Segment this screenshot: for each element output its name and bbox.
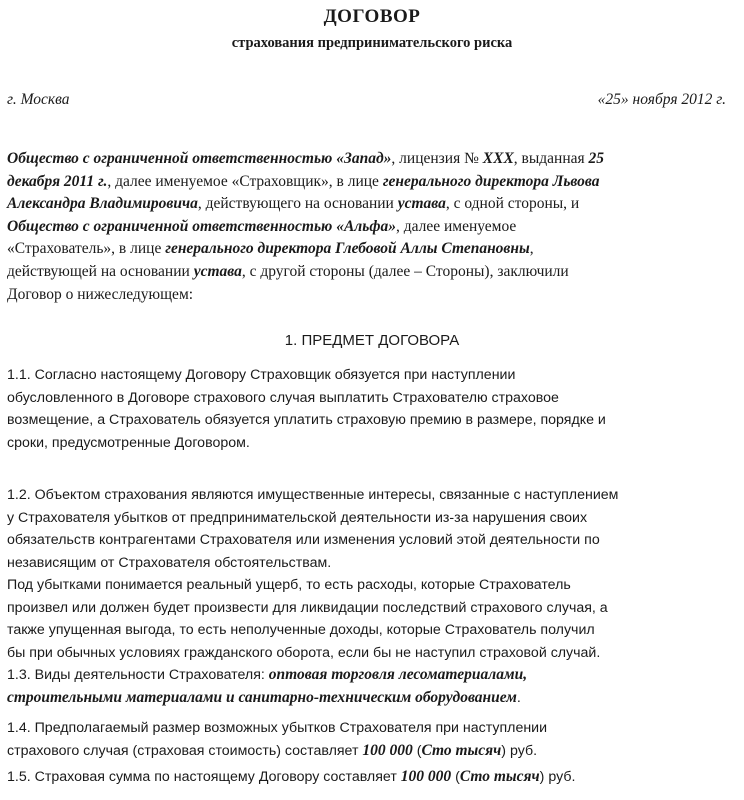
- text-run: (: [451, 769, 460, 785]
- text-run: 1.1. Согласно настоящему Договору Страховщик обязуется при наступлении: [7, 367, 516, 383]
- text-run: ) руб.: [501, 742, 538, 759]
- text-run: , далее именуемое «Страховщик», в лице: [107, 172, 383, 190]
- text-run: у Страхователя убытков от предпринимательской деятельности из-за нарушения своих: [7, 509, 588, 526]
- text-run: , лицензия №: [391, 150, 483, 167]
- text-run: бы при обычных условиях гражданского оборота, если бы не наступил страховой случай.: [7, 644, 601, 661]
- emphasized-text: Общество с ограниченной ответственностью «Альфа»: [7, 217, 396, 235]
- text-line: [7, 742, 537, 760]
- text-line: [7, 599, 608, 617]
- text-line: [7, 366, 515, 384]
- text-run: .: [516, 689, 521, 706]
- text-run: обусловленного в Договоре страхового случая выплатить Страхователю страховое: [7, 389, 559, 406]
- text-run: , выданная: [513, 150, 589, 167]
- text-run: действующей на основании: [7, 263, 194, 280]
- text-run: также упущенная выгода, то есть неполученные доходы, которые Страхователь получил: [7, 622, 595, 639]
- emphasized-text: 100 000: [362, 741, 413, 759]
- emphasized-text: устава: [193, 263, 242, 280]
- text-run: независящим от Страхователя обстоятельствам.: [7, 554, 332, 571]
- text-run: , далее именуемое: [395, 217, 517, 235]
- text-run: страхового случая (страховая стоимость) составляет: [7, 742, 363, 759]
- text-line: [7, 240, 534, 258]
- text-run: , действующего на основании: [197, 195, 398, 213]
- text-line: [7, 173, 599, 191]
- document-subtitle: страхования предпринимательского риска: [231, 35, 513, 51]
- text-line: [7, 621, 595, 639]
- emphasized-text: Александра Владимировича: [7, 195, 198, 213]
- text-run: ,: [529, 240, 534, 258]
- text-line: [7, 389, 559, 407]
- text-line: [7, 218, 516, 236]
- text-line: [7, 411, 606, 429]
- emphasized-text: строительными материалами и санитарно-техническим оборудованием: [7, 688, 517, 706]
- text-run: 1.2. Объектом страхования являются имущественные интересы, связанные с наступлением: [7, 487, 619, 503]
- text-run: возмещение, а Страхователь обязуется уплатить страховую премию в размере, порядке и: [7, 412, 606, 429]
- text-run: произвел или должен будет произвести для ликвидации последствий страхового случая, а: [7, 599, 608, 616]
- text-run: , с другой стороны (далее – Стороны), заключили: [241, 263, 569, 280]
- text-line: [7, 644, 600, 662]
- text-line: [7, 689, 521, 707]
- section-heading: 1. ПРЕДМЕТ ДОГОВОРА: [284, 332, 460, 349]
- text-line: [7, 263, 569, 281]
- emphasized-text: генерального директора Львова: [382, 172, 600, 190]
- text-run: 1.3. Виды деятельности Страхователя:: [7, 667, 269, 683]
- emphasized-text: Сто тысяч: [459, 768, 540, 785]
- emphasized-text: Общество с ограниченной ответственностью «Запад»: [7, 150, 392, 167]
- text-line: [7, 719, 547, 737]
- text-line: [7, 554, 331, 572]
- document-title: ДОГОВОР: [323, 6, 421, 27]
- text-run: «Страхователь», в лице: [7, 240, 166, 258]
- text-run: (: [412, 742, 422, 759]
- text-run: обязательств контрагентами Страхователя или изменения условий этой деятельности по: [7, 532, 600, 549]
- emphasized-text: оптовая торговля лесоматериалами,: [268, 666, 528, 683]
- emphasized-text: 100 000: [400, 768, 452, 785]
- text-line: [7, 531, 600, 549]
- text-line: [7, 486, 618, 504]
- emphasized-text: устава: [397, 195, 446, 213]
- text-run: ) руб.: [539, 769, 576, 785]
- text-run: Под убытками понимается реальный ущерб, то есть расходы, которые Страхователь: [7, 577, 571, 593]
- text-line: [7, 150, 604, 168]
- text-run: сроки, предусмотренные Договором.: [7, 434, 250, 451]
- text-line: [7, 434, 250, 452]
- text-line: [7, 195, 579, 213]
- emphasized-text: генерального директора Глебовой Аллы Степановны: [165, 240, 530, 258]
- emphasized-text: Сто тысяч: [421, 741, 502, 759]
- text-line: [7, 666, 527, 684]
- emphasized-text: 25: [588, 150, 605, 167]
- contract-city: г. Москва: [7, 91, 70, 108]
- text-run: Договор о нижеследующем:: [7, 285, 194, 303]
- text-run: 1.4. Предполагаемый размер возможных убытков Страхователя при наступлении: [7, 720, 548, 736]
- text-line: [7, 768, 575, 786]
- text-line: [7, 509, 587, 527]
- text-run: 1.5. Страховая сумма по настоящему Договору составляет: [7, 769, 401, 785]
- text-line: [7, 286, 193, 304]
- text-run: , с одной стороны, и: [445, 195, 580, 213]
- emphasized-text: декабря 2011 г.: [7, 172, 108, 190]
- emphasized-text: ХХХ: [482, 150, 514, 167]
- contract-date: «25» ноября 2012 г.: [597, 91, 726, 108]
- text-line: [7, 576, 571, 594]
